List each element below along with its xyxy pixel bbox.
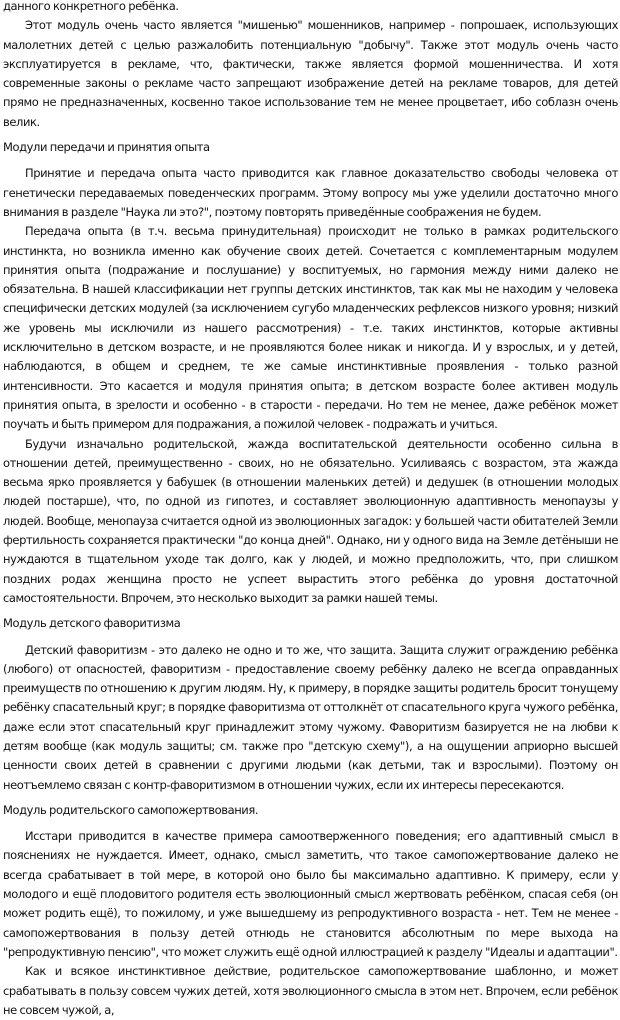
paragraph-instinctive-action: Как и всякое инстинктивное действие, родительское самопожертвование шаблонно, и может срабатывать в пользу совсем чужих детей, хотя эволюционного смысла в этом нет. Впрочем, если ребёнок не совсем чужой, а, [3, 964, 618, 1017]
paragraph-self-sacrifice: Исстари приводится в качестве примера самоотверженного поведения; его адаптивный смысл в пояснениях не нуждается. Имеет, однако, смысл заметить, что такое самопожертвование далеко не всегда срабатывает в той мере, в которой оно было бы максимально адаптивно. К примеру, если у молодого и ещё плодовитого родителя есть эволюционный смысл жертвовать ребёнком, спасая себя (он может родить ещё), то пожилому, и уже вышедшему из репродуктивного возраста - нет. Тем не менее - самопожертвования в пользу детей отнюдь не становится абсолютным по мере выхода на "репродуктивную пенсию", что может служить ещё одной иллюстрацией к разделу "Идеалы и адаптации". [3, 829, 618, 959]
paragraph-favoritism: Детский фаворитизм - это далеко не одно и то же, что защита. Защита служит ограждению ребёнка (любого) от опасностей, фаворитизм - предоставление своему ребёнку далеко не всегда оправданных преимуществ по отношению к другим людям. Ну, к примеру, в порядке защиты родитель бросит тонущему ребёнку спасательный круг; в порядке фаворитизма от оттолкнёт от спасательного круга чужого ребёнка, даже если этот спасательный круг принадлежит этому чужому. Фаворитизм базируется не на любви к детям вообще (как модуль защиты; см. также про "детскую схему"), а на ощущении априорно высшей ценности своих детей в сравнении с другими людьми (как детьми, так и взрослыми). Поэтому он неотъемлемо связан с контр-фаворитизмом в отношении чужих, если их интересы пересекаются. [3, 642, 618, 792]
paragraph-experience-transfer: Передача опыта (в т.ч. весьма принудительная) происходит не только в рамках родительского инстинкта, но возникла именно как обучение своих детей. Сочетается с комплементарным модулем принятия опыта (подражание и послушание) у воспитуемых, но гармония между ними далеко не обязательна. В нашей классификации нет группы детских инстинктов, так как мы не находим у человека специфически детских модулей (за исключением сугубо младенческих рефлексов низкого уровня; низкий же уровень мы исключили из нашего рассмотрения) - т.е. таких инстинктов, которые активны исключительно в детском возрасте, и не проявляются более никак и никогда. И у взрослых, и у детей, наблюдаются, в общем и среднем, те же самые инстинктивные проявления - только разной интенсивности. Это касается и модуля принятия опыта; в детском возрасте более активен модуль принятия опыта, в зрелости и особенно - в старости - передачи. Но тем не менее, даже ребёнок может поучать и быть примером для подражания, а пожилой человек - подражать и учиться. [3, 224, 618, 432]
section-heading-experience: Модули передачи и принятия опыта [3, 140, 210, 155]
section-heading-self-sacrifice: Модуль родительского самопожертвования. [3, 802, 259, 817]
section-heading-favoritism: Модуль детского фаворитизма [3, 616, 181, 631]
paragraph-child-exploitation: Этот модуль очень часто является "мишенью" мошенников, например - попрошаек, использующих малолетних детей с целью разжалобить потенциальную "добычу". Также этот модуль очень часто эксплуатируется в рекламе, что, фактически, также является формой мошенничества. И хотя современные законы о рекламе часто запрещают изображение детей на рекламе товаров, для детей прямо не предназначенных, косвенно такое использование тем не менее процветает, ибо соблазн очень велик. [3, 18, 618, 129]
paragraph-experience-intro: Принятие и передача опыта часто приводится как главное доказательство свободы человека от генетически передаваемых поведенческих программ. Этому вопросу мы уже уделили достаточно много внимания в разделе "Наука ли это?", поэтому повторять приведённые соображения не будем. [3, 166, 618, 219]
paragraph-continued: данного конкретного ребёнка. [3, 0, 179, 13]
paragraph-grandparents: Будучи изначально родительской, жажда воспитательской деятельности особенно сильна в отношении детей, преимущественно - своих, но не обязательно. Усиливаясь с возрастом, эта жажда весьма ярко проявляется у бабушек (в отношении маленьких детей) и дедушек (в отношении молодых людей постарше), что, по одной из гипотез, и составляет эволюционную адаптивность менопаузы у людей. Вообще, менопауза считается одной из эволюционных загадок: у большей части обитателей Земли фертильность сохраняется практически "до конца дней". Однако, ни у одного вида на Земле детёныши не нуждаются в тщательном уходе так долго, как у людей, и можно предположить, что, при слишком поздних родах женщина просто не успеет вырастить этого ребёнка до уровня достаточной самостоятельности. Впрочем, это несколько выходит за рамки нашей темы. [3, 436, 618, 605]
